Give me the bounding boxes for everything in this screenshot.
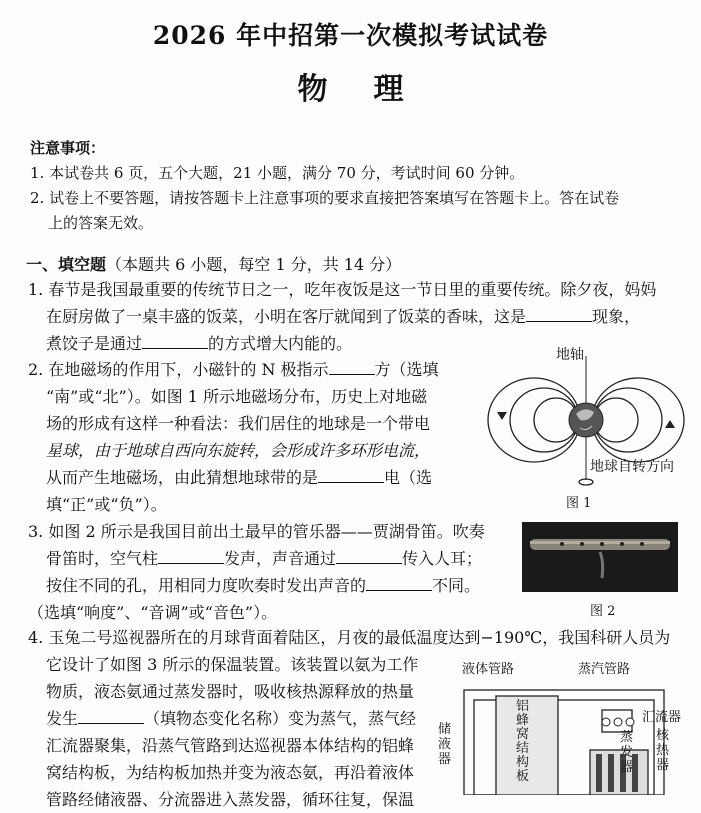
q2-line-2: “南”或“北”）。如图 1 所示地磁场分布，历史上对地磁: [46, 387, 428, 406]
subject-title: 物理: [297, 72, 450, 107]
q1-line-3b: 的方式增大内能的。: [208, 334, 353, 353]
q3-line-2b: 发声，声音通过: [224, 549, 337, 568]
q2-line-1b: 方（选填: [374, 360, 439, 379]
q2-line-1a: 2. 在地磁场的作用下，小磁针的 N 极指示: [28, 360, 329, 379]
q1-blank-1: [526, 305, 592, 322]
fig3-reservoir-label: 储液器: [438, 722, 452, 767]
exam-title: 2026 年中招第一次模拟考试试卷: [152, 21, 549, 50]
q2-line-6: 填“正”或“负”）。: [46, 495, 167, 514]
q4-blank-1: [78, 707, 144, 724]
fig3-heat-source-label: 核热器: [656, 728, 670, 773]
q1-line-1: 1. 春节是我国最重要的传统节日之一，吃年夜饭是这一节日里的重要传统。除夕夜，妈妈: [28, 280, 657, 299]
fig1-rotation-label: 地球自转方向: [590, 459, 674, 475]
notice-heading: 注意事项：: [30, 139, 106, 157]
q2-blank-1: [329, 358, 375, 375]
fig1-axis-label: 地轴: [556, 347, 584, 363]
notice-block: [30, 136, 680, 236]
q3-blank-3: [366, 574, 432, 591]
figure-2-bone-flute-photo: [522, 522, 678, 592]
fig3-evaporator-label: 蒸发器: [620, 730, 634, 775]
q4-line-1: 4. 玉兔二号巡视器所在的月球背面着陆区，月夜的最低温度达到−190℃，我国科研人员为: [28, 628, 671, 647]
q2-blank-2: [318, 466, 384, 483]
notice-item-2: 2. 试卷上不要答题，请按答题卡上注意事项的要求直接把答案填写在答题卡上。答在试卷: [30, 189, 620, 207]
fig1-caption: 图 1: [566, 496, 592, 511]
q4-line-7: 管路经储液器、分流器进入蒸发器，循环往复，保温: [46, 790, 415, 809]
q4-line-3: 物质，液态氨通过蒸发器时，吸收核热源释放的热量: [46, 682, 415, 701]
q1-line-2a: 在厨房做了一桌丰盛的饭菜，小明在客厅就闻到了饭菜的香味，这是: [46, 307, 527, 326]
notice-item-2-cont: 上的答案无效。: [48, 214, 154, 232]
q4-line-4a: 发生: [46, 709, 79, 728]
notice-item-1: 1. 本试卷共 6 页，五个大题，21 小题，满分 70 分，考试时间 60 分钟。: [30, 164, 525, 182]
q1-blank-2: [142, 332, 208, 349]
q3-line-4: （选填“响度”、“音调”或“音色”）。: [28, 603, 278, 622]
section-heading: [26, 252, 401, 275]
q3-blank-2: [336, 547, 402, 564]
fig3-collector-label: 汇流器: [642, 710, 682, 725]
q3-line-3b: 不同。: [432, 576, 481, 595]
q3-line-1: 3. 如图 2 所示是我国目前出土最早的管乐器——贾湖骨笛。吹奏: [28, 522, 485, 541]
section-title: 一、填空题: [26, 255, 107, 274]
section-note: （本题共 6 小题，每空 1 分，共 14 分）: [106, 255, 402, 274]
fig3-honeycomb-label: 铝蜂窝结构板: [516, 699, 530, 784]
q4-line-6: 窝结构板，为结构板加热并变为液态氨，再沿着液体: [46, 763, 415, 782]
q4-line-5: 汇流器聚集，沿蒸气管路到达巡视器本体结构的铝蜂: [46, 736, 415, 755]
figure-3-thermal-loop: [454, 670, 690, 795]
q3-line-3a: 按住不同的孔，用相同力度吹奏时发出声音的: [46, 576, 367, 595]
fig2-caption: 图 2: [590, 604, 616, 619]
question-2: [28, 356, 468, 518]
q4-line-2: 它设计了如图 3 所示的保温装置。该装置以氨为工作: [46, 655, 419, 674]
q1-line-3a: 煮饺子是通过: [46, 334, 143, 353]
q2-line-5a: 从而产生地磁场，由此猜想地球带的是: [46, 468, 319, 487]
fig3-liquid-pipe-label: 液体管路: [462, 662, 515, 677]
q4-line-4b: （填物态变化名称）变为蒸气，蒸气经: [144, 709, 417, 728]
q2-line-5b: 电（选: [384, 468, 433, 487]
q2-line-3: 场的形成有这样一种看法：我们居住的地球是一个带电: [46, 414, 431, 433]
question-3: [28, 518, 498, 626]
q3-line-2c: 传入人耳；: [402, 549, 483, 568]
q2-line-4: 星球，由于地球自西向东旋转，会形成许多环形电流，: [46, 441, 431, 460]
q3-line-2a: 骨笛时，空气柱: [46, 549, 159, 568]
fig3-vapor-pipe-label: 蒸汽管路: [578, 662, 631, 677]
q3-blank-1: [158, 547, 224, 564]
q1-line-2b: 现象，: [592, 307, 641, 326]
